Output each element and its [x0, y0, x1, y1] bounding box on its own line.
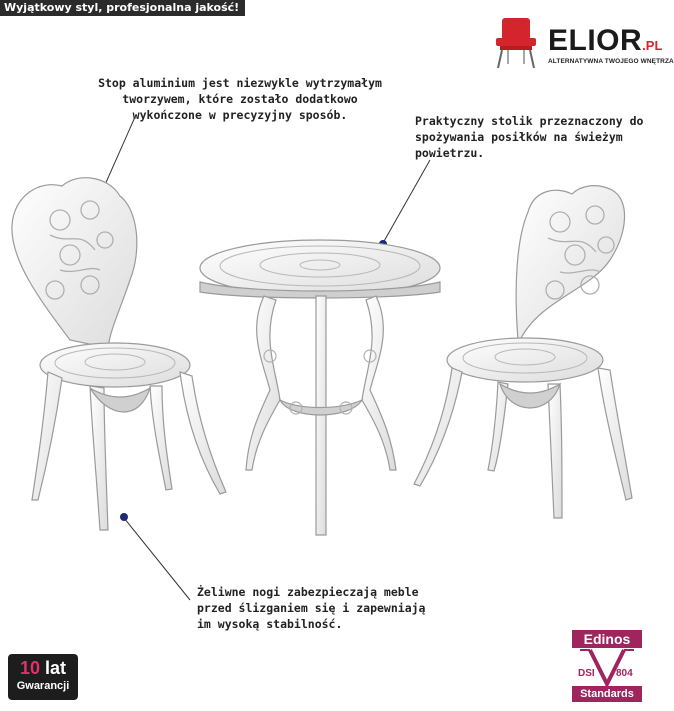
left-chair — [12, 178, 226, 530]
certificate-brand: Edinos — [572, 630, 642, 648]
bistro-table — [200, 240, 440, 535]
right-chair — [414, 186, 632, 518]
note-table: Praktyczny stolik przeznaczony do spożywania posiłków na świeżym powietrzu. — [415, 114, 644, 160]
tagline-banner: Wyjątkowy styl, profesjonalna jakość! — [0, 0, 245, 16]
note-legs: Żeliwne nogi zabezpieczają meble przed ślizganiem się i zapewniają im wysoką stabilność. — [197, 585, 426, 631]
certificate-label: Standards — [572, 686, 642, 702]
warranty-years: 10 lat — [19, 658, 67, 678]
warranty-badge — [8, 654, 78, 700]
edinos-certificate-badge — [572, 630, 642, 702]
certificate-code-left: DSI — [578, 668, 595, 679]
brand-name: ELIOR.PL — [548, 24, 663, 57]
warranty-label: Gwarancji — [16, 680, 70, 692]
brand-subtitle: ALTERNATYWNA TWOJEGO WNĘTRZA — [548, 58, 674, 65]
brand-domain: .PL — [642, 38, 663, 53]
certificate-code-right: 804 — [616, 668, 633, 679]
note-aluminium: Stop aluminium jest niezwykle wytrzymałym tworzywem, które zostało dodatkowo wykończone w precyzyjny sposób. — [98, 76, 382, 122]
